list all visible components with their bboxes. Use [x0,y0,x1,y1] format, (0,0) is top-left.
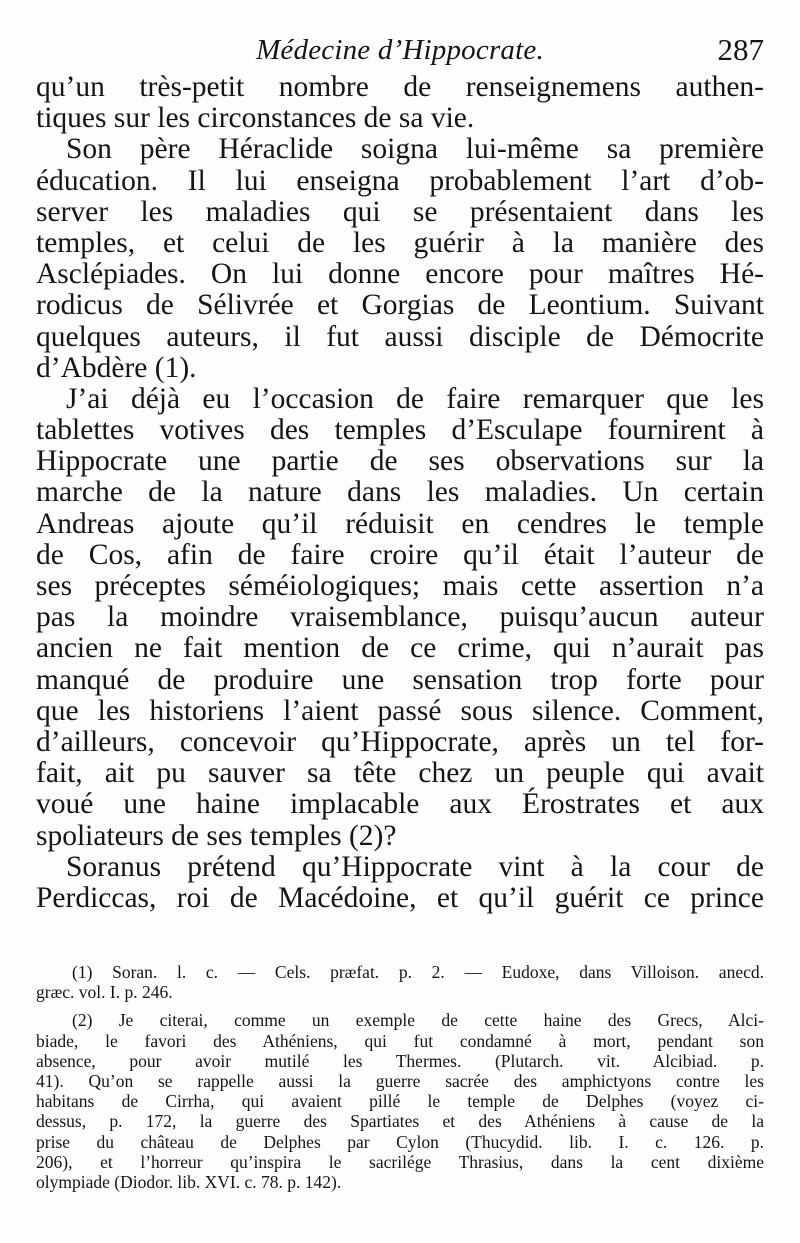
text-line: tiques sur les circonstances de sa vie. [36,102,475,135]
text-line: server les maladies qui se présentaient dans les [36,195,764,228]
footnotes [36,962,764,1192]
text-line: tablettes votives des temples d’Esculape fournirent à [36,414,764,447]
text-line: ancien ne fait mention de ce crime, qui n’aurait pas [36,632,764,665]
text-line: Son père Héraclide soigna lui-même sa première [66,133,764,166]
footnote-line: prise du château de Delphes par Cylon (Thucydid. lib. I. c. 126. p. [36,1131,764,1152]
text-line: spoliateurs de ses temples (2)? [36,819,397,852]
text-line: J’ai déjà eu l’occasion de faire remarquer que les [66,382,764,415]
footnote-line: olympiade (Diodor. lib. XVI. c. 78. p. 142). [36,1171,342,1192]
text-line: quelques auteurs, il fut aussi disciple de Démocrite [36,320,764,353]
footnote-separator [36,948,764,949]
text-line: Soranus prétend qu’Hippocrate vint à la cour de [66,850,764,883]
text-line: marche de la nature dans les maladies. Un certain [36,476,764,509]
text-line: pas la moindre vraisemblance, puisqu’aucun auteur [36,601,764,634]
text-line: d’Abdère (1). [36,351,197,384]
footnote-line: habitans de Cirrha, qui avaient pillé le temple de Delphes (voyez ci- [36,1091,764,1112]
footnote-line: 206), et l’horreur qu’inspira le sacrilége Thrasius, dans la cent dixième [36,1151,764,1172]
page-header [36,28,764,72]
page-number: 287 [717,32,764,67]
text-line: qu’un très-petit nombre de renseignemens authen- [36,71,764,103]
text-line: éducation. Il lui enseigna probablement l’art d’ob- [36,164,764,197]
text-line: temples, et celui de les guérir à la manière des [36,226,764,259]
footnote-line: (2) Je citerai, comme un exemple de cette haine des Grecs, Alci- [72,1010,764,1031]
main-text [36,72,764,914]
text-line: de Cos, afin de faire croire qu’il était l’auteur de [36,538,764,571]
footnote-line: absence, pour avoir mutilé les Thermes. (Plutarch. vit. Alcibiad. p. [36,1050,764,1071]
text-line: manqué de produire une sensation trop forte pour [36,663,764,696]
text-line: Asclépiades. On lui donne encore pour maîtres Hé- [36,258,764,291]
footnote-line: (1) Soran. l. c. — Cels. præfat. p. 2. — Eudoxe, dans Villoison. anecd. [72,962,764,982]
text-line: Andreas ajoute qu’il réduisit en cendres le temple [36,507,764,540]
footnote-line: 41). Qu’on se rappelle aussi la guerre sacrée des amphictyons contre les [36,1070,764,1091]
footnote-line: dessus, p. 172, la guerre des Spartiates et des Athéniens à cause de la [36,1111,764,1132]
text-line: Hippocrate une partie de ses observations sur la [36,445,764,478]
text-line: Perdiccas, roi de Macédoine, et qu’il guérit ce prince [36,881,764,914]
footnote-line: græc. vol. I. p. 246. [36,982,173,1003]
text-line: que les historiens l’aient passé sous silence. Comment, [36,694,764,727]
text-line: voué une haine implacable aux Érostrates et aux [36,788,764,821]
footnote-line: biade, le favori des Athéniens, qui fut condamné à mort, pendant son [36,1030,764,1051]
text-line: rodicus de Sélivrée et Gorgias de Leontium. Suivant [36,289,764,322]
text-line: ses préceptes séméiologiques; mais cette assertion n’a [36,570,764,602]
running-title: Médecine d’Hippocrate. [256,34,544,66]
text-line: fait, ait pu sauver sa tête chez un peuple qui avait [36,757,764,790]
text-line: d’ailleurs, concevoir qu’Hippocrate, après un tel for- [36,725,764,758]
